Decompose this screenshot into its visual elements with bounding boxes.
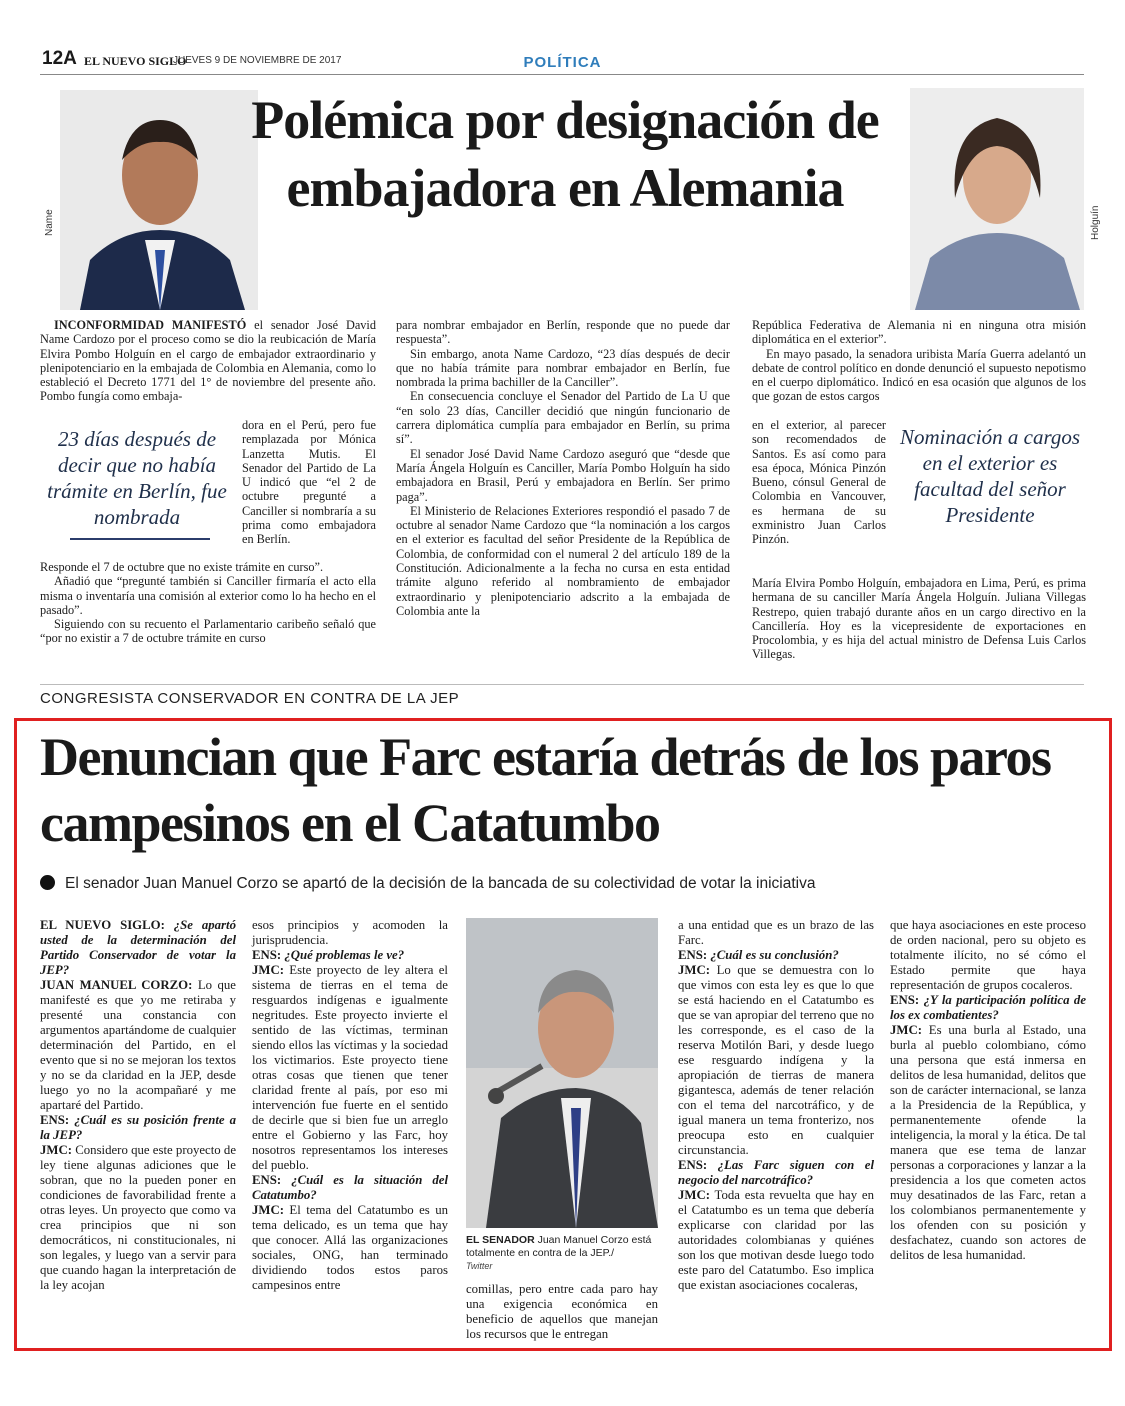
paragraph: El senador José David Name Cardozo aseguró que “desde que María Ángela Holguín es Canciller, María Pombo Holguín ha sido embajadora en Brasil, Perú y embajadora en Berlín. Ser primo paga”. [396, 446, 730, 504]
lead-text: el senador José David Name Cardozo por el proceso como se dio la reubicación de María Elvira Pombo Holguín en el cargo de embajador extraordinario y plenipotenciario en la embajada de Colombia en Alemania, como lo estableció el Decreto 1771 del 1° de noviembre del presente año. Pombo fungía como embaja- [40, 318, 376, 404]
lead-label: INCONFORMIDAD MANIFESTÓ [54, 318, 247, 332]
speaker: JMC: [890, 1023, 922, 1037]
answer: El tema del Catatumbo es un tema delicado, es un tema que hay que conocer. Allá las organizaciones sociales, ONG, han terminado dividiendo todos estos paros campesinos entre [252, 1203, 448, 1292]
answer: Lo que se demuestra con lo que vimos con esta ley es que lo que se está haciendo en el Catatumbo es que se van apropiar del terreno que no les corresponde, es el caso de la reserva Motilón Bari, y desde luego ese resguardo indígena y la apropiación de tierras de manera gigantesca, además de tener relación con el tema del narcotráfico, y de igual manera un tema fronterizo, nos preocupa esto en cualquier circunstancia. [678, 963, 874, 1157]
subhead-text: El senador Juan Manuel Corzo se apartó de la decisión de la bancada de su colectividad de votar la iniciativa [65, 875, 816, 892]
question: ¿Las Farc siguen con el negocio del narcotráfico? [678, 1158, 875, 1187]
interview-col2 [252, 918, 448, 1293]
answer: a una entidad que es un brazo de las Farc. [678, 918, 874, 947]
story1-col3-bottom [752, 576, 1086, 662]
interview-col5 [890, 918, 1086, 1263]
paragraph: Siguiendo con su recuento el Parlamentario caribeño señaló que “por no existir a 7 de octubre trámite en curso [40, 617, 376, 646]
section-label: POLÍTICA [523, 54, 602, 71]
interview-col3 [466, 1282, 658, 1342]
answer: Considero que este proyecto de ley tiene algunas adiciones que le sobran, que no la pueden poner en condiciones de favorabilidad frente a otras leyes. Un proyecto que como va crea principios que ni son democráticos, ni constitucionales, ni son legales, y luego van a servir para que cuando hagan la interpretación de la ley acojan [40, 1143, 237, 1292]
answer: que haya asociaciones en este proceso de orden nacional, pero su objeto es totalmente ilícito, no sé cómo el Estado permite que haya representación de grupos cocaleros. [890, 918, 1086, 992]
story1-col1-top [40, 318, 376, 404]
headline-farc-catatumbo: Denuncian que Farc estaría detrás de los paros campesinos en el Catatumbo [40, 727, 1051, 853]
speaker: JMC: [678, 963, 710, 977]
answer: comillas, pero entre cada paro hay una exigencia económica en beneficio de aquellos que manejan los recursos que le entregan [466, 1282, 658, 1341]
paragraph: para nombrar embajador en Berlín, responde que no puede dar respuesta”. [396, 318, 730, 347]
caption-label: EL SENADOR [466, 1234, 535, 1246]
story2-subhead [40, 875, 1084, 893]
speaker: ENS: [252, 948, 282, 962]
speaker: JMC: [252, 1203, 284, 1217]
portrait-senator-image [466, 918, 658, 1228]
paragraph: Responde el 7 de octubre que no existe trámite en curso”. [40, 560, 324, 574]
photo-credit: Twitter [466, 1261, 493, 1271]
speaker: ENS: [40, 1113, 70, 1127]
story1-col1-narrow [242, 418, 376, 547]
story1-col2 [396, 318, 730, 618]
speaker: JMC: [678, 1188, 710, 1202]
speaker: EL NUEVO SIGLO: [40, 918, 165, 932]
story1-col1-bottom [40, 560, 376, 646]
pull-quote-left: 23 días después de decir que no había trámite en Berlín, fue nombrada [47, 427, 227, 529]
pull-quote-left-rule [70, 538, 210, 540]
portrait-woman-image [910, 88, 1084, 310]
issue-date: JUEVES 9 DE NOVIEMBRE DE 2017 [173, 55, 342, 66]
page-number: 12A [42, 48, 77, 69]
photo-caption-corzo [466, 1234, 658, 1273]
answer: Este proyecto de ley altera el sistema de tierras en el tema de resguardos indígenas e igualmente negritudes. Este proyecto invierte el sentido de las víctimas, terminan siendo ellos las víctimas y la sociedad los victimarios. Este proyecto tiene otras cosas que tienen que tener claridad frente al país, por eso mi intervención fue fuerte en el sentido de decirle que si bien fue un arreglo entre el Gobierno y las Farc, hoy nosotros representamos los intereses del pueblo. [252, 963, 448, 1172]
paragraph: El Ministerio de Relaciones Exteriores respondió el pasado 7 de octubre al senador Name Cardozo que “la nominación a los cargos en el exterior es facultad del señor Presidente de la República de Colombia, de conformidad con el numeral 2 del artículo 189 de la Constitución. Adicionalmente a la fecha no cursa en esta entidad trámite alguno referido al nombramiento de embajador extraordinario y plenipotenciario adscrito a la embajada de Colombia ante la [396, 503, 730, 618]
story2-kicker: CONGRESISTA CONSERVADOR EN CONTRA DE LA JEP [40, 690, 460, 707]
speaker: JUAN MANUEL CORZO: [40, 978, 193, 992]
photo-caption-holguin: Holguín [1090, 205, 1101, 240]
question: ¿Cuál es su conclusión? [710, 948, 839, 962]
narrow-text: en el exterior, al parecer son recomendados de Santos. Es así como para esa época, Mónica Pinzón Bueno, cónsul General de Colombia en Vancouver, es hermana de su exministro Juan Carlos Pinzón. [752, 418, 886, 547]
story1-col3-narrow [752, 418, 886, 547]
headline-embajadora: Polémica por designación de embajadora en Alemania [251, 90, 879, 218]
newspaper-name: EL NUEVO SIGLO [84, 54, 187, 68]
paragraph: En mayo pasado, la senadora uribista María Guerra adelantó un debate de control político en donde denunció el supuesto nepotismo en el cuerpo diplomático. Indicó en esa ocasión que algunos de los que gozan de estos cargos [752, 346, 1086, 404]
question: ¿Cuál es la situación del Catatumbo? [252, 1173, 448, 1202]
speaker: ENS: [252, 1173, 282, 1187]
speaker: ENS: [890, 993, 920, 1007]
speaker: ENS: [678, 1158, 708, 1172]
paragraph: Añadió que “pregunté también si Canciller firmaría el acto ella misma o inventaría una comisión al exterior como lo ha hecho en el pasado”. [40, 574, 376, 617]
question: ¿Cuál es su posición frente a la JEP? [40, 1113, 237, 1142]
speaker: ENS: [678, 948, 708, 962]
pull-quote-right: Nominación a cargos en el exterior es facultad del señor Presidente [899, 425, 1081, 527]
story1-col3-top [752, 318, 1086, 404]
paragraph: República Federativa de Alemania ni en ninguna otra misión diplomática en el exterior”. [752, 318, 1086, 347]
question: ¿Se apartó usted de la determinación del Partido Conservador de votar la JEP? [40, 918, 236, 977]
narrow-text: dora en el Perú, pero fue remplazada por Mónica Lanzetta Mutis. El Senador del Partido de La U indicó que “el 2 de octubre pregunté a Canciller si nombraría a su prima como embajadora en Berlín. [242, 418, 376, 547]
photo-caption-name: Name [44, 209, 55, 236]
caption-text: Juan Manuel Corzo está totalmente en contra de la JEP./ [466, 1234, 652, 1259]
answer: Lo que manifesté es que yo me retiraba y presenté una constancia con argumentos apartándome de cualquier determinación del Partido, en el evento que si no se mejoran los textos y no se da claridad en la JEP, desde luego yo no la acompañaré y me apartaré del Partido. [40, 978, 236, 1112]
interview-col4 [678, 918, 874, 1293]
portrait-man-image [60, 90, 258, 310]
header-rule [40, 74, 1084, 75]
answer: Toda esta revuelta que hay en el Catatumbo es un tema que debería explicarse con claridad por las autoridades colombianas y quiénes son los que motivan desde luego todo este paro del Catatumbo. Eso implica que existan asociaciones cocaleras, [678, 1188, 874, 1292]
paragraph: En consecuencia concluye el Senador del Partido de La U que “en solo 23 días, Canciller decidió que ningún funcionario de carrera diplomática cumplía para embajador en Berlín, su prima sí”. [396, 389, 730, 447]
speaker: JMC: [252, 963, 284, 977]
question: ¿Qué problemas le ve? [284, 948, 405, 962]
bullet-icon [40, 875, 55, 890]
story-divider [40, 684, 1084, 685]
photo-holguin [910, 88, 1084, 310]
answer: esos principios y acomoden la jurisprudencia. [252, 918, 448, 947]
answer: Es una burla al Estado, una burla al pueblo colombiano, cómo una persona que está inmersa en delitos de lesa humanidad, delitos que son de carácter internacional, se lanza a la Presidencia de la República, y permanentemente ofende la inteligencia, la moral y la ética. De tal manera que ese tema de lanzar personas a corporaciones y lanzar a la presidencia a los que cometen actos muy desatinados de las Farc, retan a los colombianos permanentemente y los ofenden con su posición y desfachatez, cuando son actores de delitos de lesa humanidad. [890, 1023, 1087, 1262]
paragraph: Sin embargo, anota Name Cardozo, “23 días después de decir que no había trámite para nombrar embajador en Berlín, fue nombrada la prima bachiller de la Canciller”. [396, 346, 730, 390]
interview-col1 [40, 918, 236, 1293]
photo-name [60, 90, 258, 310]
photo-corzo [466, 918, 658, 1228]
paragraph: María Elvira Pombo Holguín, embajadora en Lima, Perú, es prima hermana de su canciller María Ángela Holguín. Juliana Villegas Restrepo, quien trabajó durante años en un cargo directivo en la Cancillería. Hoy es la vicepresidente de exportaciones en Procolombia, y es hija del actual ministro de Defensa Luis Carlos Villegas. [752, 576, 1086, 662]
speaker: JMC: [40, 1143, 72, 1157]
question: ¿Y la participación política de los ex combatientes? [890, 993, 1086, 1022]
